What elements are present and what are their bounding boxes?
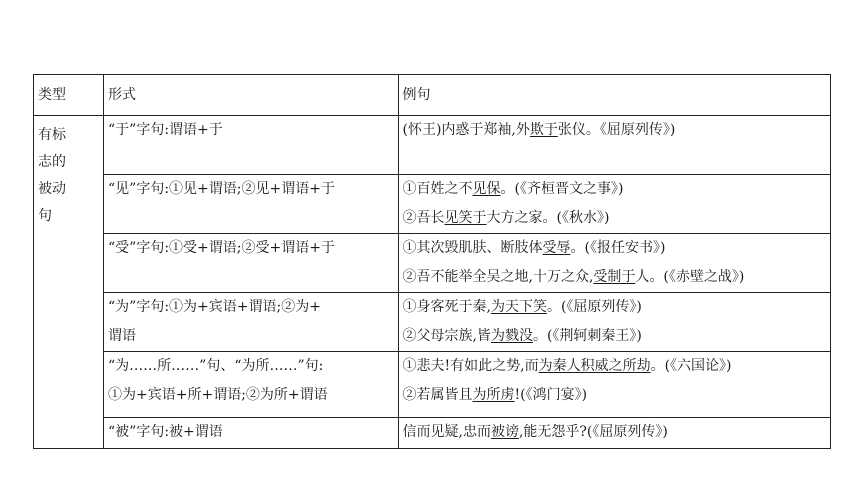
table-row	[34, 175, 831, 234]
example-line: ②若属皆且为所虏!(《鸿门宴》)	[402, 387, 588, 403]
example-cell	[398, 116, 831, 175]
underlined-phrase: 为所虏	[472, 387, 515, 403]
example-line: ①悲夫!有如此之势,而为秦人积威之所劫。(《六国论》)	[402, 358, 732, 374]
type-label-line: 志的	[38, 154, 66, 170]
example-line: ①其次毁肌肤、断肢体受辱。(《报任安书》)	[402, 240, 666, 256]
form-line: “为”字句:①为+宾语+谓语;②为+	[108, 299, 321, 315]
form-line: 谓语	[108, 328, 137, 344]
form-line: “为……所……”句、“为所……”句:	[108, 358, 324, 374]
type-label-line: 句	[38, 208, 52, 224]
table-row	[34, 293, 831, 352]
form-cell	[104, 418, 398, 449]
header-row	[34, 75, 831, 116]
underlined-phrase: 为天下笑	[490, 299, 547, 315]
form-cell	[104, 116, 398, 175]
example-line: ②吾不能举全吴之地,十万之众,受制于人。(《赤壁之战》)	[402, 269, 745, 285]
example-cell	[398, 418, 831, 449]
example-line: ①身客死于秦,为天下笑。(《屈原列传》)	[402, 299, 642, 315]
underlined-phrase: 见笑于	[444, 210, 487, 226]
example-cell	[398, 293, 831, 352]
example-cell	[398, 352, 831, 418]
form-cell	[104, 175, 398, 234]
underlined-phrase: 见保	[472, 181, 501, 197]
type-cell	[34, 116, 104, 449]
underlined-phrase: 为戮没	[490, 328, 533, 344]
type-label-line: 被动	[38, 181, 66, 197]
form-line: “受”字句:①受+谓语;②受+谓语+于	[108, 240, 335, 256]
form-line: ①为+宾语+所+谓语;②为所+谓语	[108, 387, 328, 403]
underlined-phrase: 受辱	[542, 240, 571, 256]
table-row	[34, 234, 831, 293]
form-line: “于”字句:谓语+于	[108, 122, 223, 138]
example-line: (怀王)内惑于郑袖,外欺于张仪。《屈原列传》)	[402, 122, 676, 138]
example-line: ②父母宗族,皆为戮没。(《荆轲刺秦王》)	[402, 328, 642, 344]
underlined-phrase: 受制于	[593, 269, 636, 285]
underlined-phrase: 为秦人积威之所劫	[538, 358, 651, 374]
table-row	[34, 116, 831, 175]
type-label-line: 有标	[38, 127, 66, 143]
header-form: 形式	[104, 75, 398, 116]
form-cell	[104, 293, 398, 352]
form-line: “见”字句:①见+谓语;②见+谓语+于	[108, 181, 335, 197]
form-cell	[104, 352, 398, 418]
example-line: ①百姓之不见保。(《齐桓晋文之事》)	[402, 181, 624, 197]
header-example: 例句	[398, 75, 831, 116]
table-row	[34, 352, 831, 418]
example-cell	[398, 234, 831, 293]
example-cell	[398, 175, 831, 234]
example-line: ②吾长见笑于大方之家。(《秋水》)	[402, 210, 610, 226]
header-type: 类型	[34, 75, 104, 116]
underlined-phrase: 欺于	[529, 122, 558, 138]
form-line: “被”字句:被+谓语	[108, 424, 223, 440]
underlined-phrase: 被谤	[490, 424, 519, 440]
passive-sentence-table	[33, 74, 831, 449]
table-row	[34, 418, 831, 449]
form-cell	[104, 234, 398, 293]
example-line: 信而见疑,忠而被谤,能无怨乎?(《屈原列传》)	[402, 424, 668, 440]
